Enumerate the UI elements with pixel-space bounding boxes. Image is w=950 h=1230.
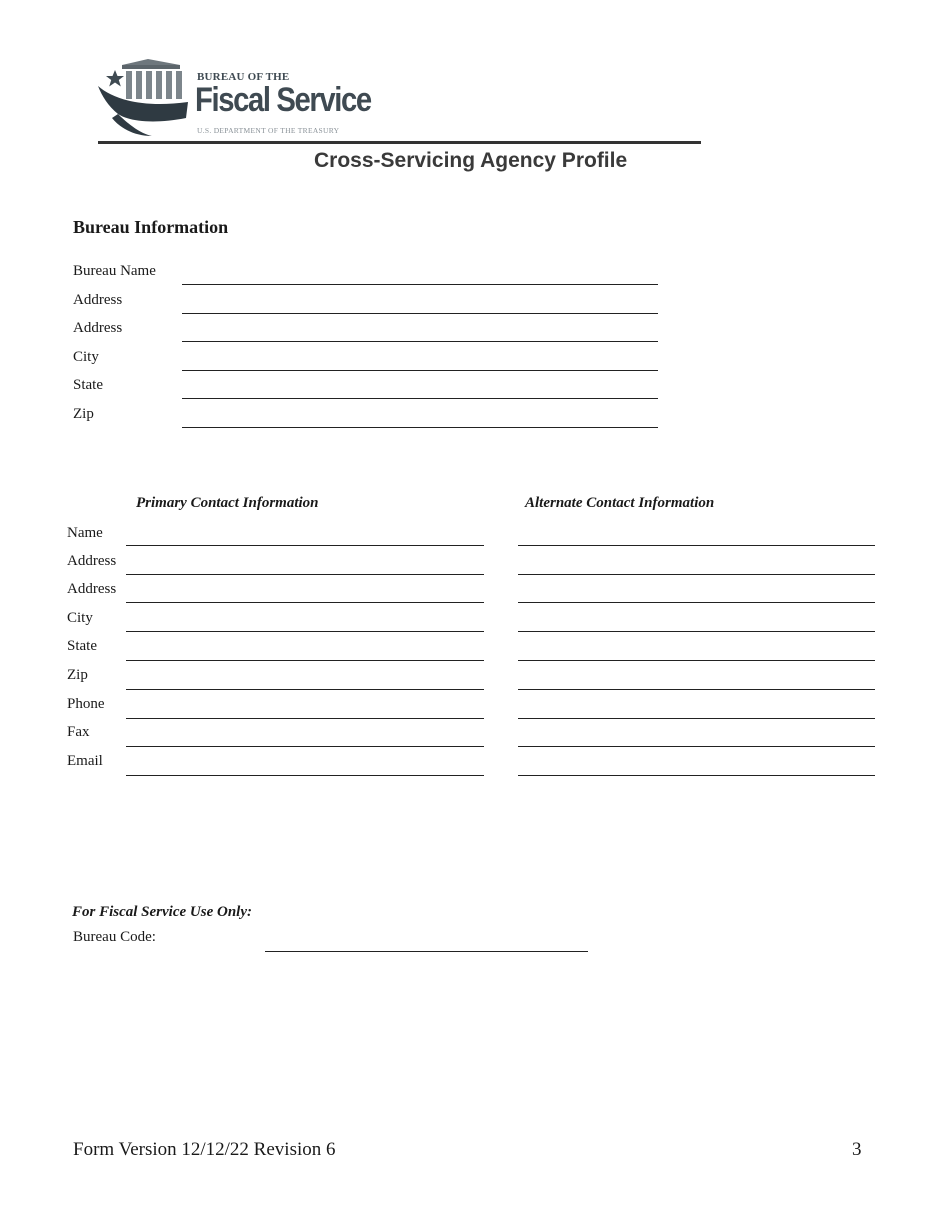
alternate-name-field[interactable] xyxy=(518,545,875,546)
primary-state-field[interactable] xyxy=(126,660,484,661)
page-number: 3 xyxy=(852,1139,862,1160)
bureau-city-label: City xyxy=(73,349,99,365)
contact-state-label: State xyxy=(67,638,97,654)
form-version: Form Version 12/12/22 Revision 6 xyxy=(73,1139,336,1160)
bureau-name-field[interactable] xyxy=(182,284,658,285)
alternate-zip-field[interactable] xyxy=(518,689,875,690)
bureau-information-heading: Bureau Information xyxy=(73,217,229,237)
alternate-address-2-field[interactable] xyxy=(518,602,875,603)
contact-address-1-label: Address xyxy=(67,553,117,569)
primary-zip-field[interactable] xyxy=(126,689,484,690)
contact-city-label: City xyxy=(67,610,93,626)
bureau-state-label: State xyxy=(73,377,103,393)
bureau-code-field[interactable] xyxy=(265,951,588,952)
primary-name-field[interactable] xyxy=(126,545,484,546)
alternate-email-field[interactable] xyxy=(518,775,875,776)
alternate-phone-field[interactable] xyxy=(518,718,875,719)
alternate-address-1-field[interactable] xyxy=(518,574,875,575)
bureau-name-label: Bureau Name xyxy=(73,263,156,279)
fiscal-service-logo xyxy=(96,56,371,138)
contact-email-label: Email xyxy=(67,753,103,769)
bureau-address-1-field[interactable] xyxy=(182,313,658,314)
alternate-fax-field[interactable] xyxy=(518,746,875,747)
fiscal-service-use-heading: For Fiscal Service Use Only: xyxy=(72,904,252,920)
bureau-city-field[interactable] xyxy=(182,370,658,371)
logo-department: U.S. DEPARTMENT OF THE TREASURY xyxy=(197,126,340,135)
bureau-zip-label: Zip xyxy=(73,406,94,422)
alternate-state-field[interactable] xyxy=(518,660,875,661)
logo-bureau-of-the: BUREAU OF THE xyxy=(197,71,290,83)
primary-phone-field[interactable] xyxy=(126,718,484,719)
logo-fiscal-service: Fiscal Service xyxy=(195,81,371,119)
primary-fax-field[interactable] xyxy=(126,746,484,747)
alternate-city-field[interactable] xyxy=(518,631,875,632)
bureau-code-label: Bureau Code: xyxy=(73,929,156,945)
primary-address-1-field[interactable] xyxy=(126,574,484,575)
bureau-state-field[interactable] xyxy=(182,398,658,399)
contact-fax-label: Fax xyxy=(67,724,90,740)
header-rule xyxy=(98,141,701,144)
bureau-address-2-label: Address xyxy=(73,320,123,336)
treasury-building-icon xyxy=(96,56,196,138)
alternate-contact-heading: Alternate Contact Information xyxy=(525,495,715,511)
primary-contact-heading: Primary Contact Information xyxy=(136,495,319,511)
bureau-address-2-field[interactable] xyxy=(182,341,658,342)
contact-name-label: Name xyxy=(67,525,103,541)
contact-phone-label: Phone xyxy=(67,696,105,712)
bureau-zip-field[interactable] xyxy=(182,427,658,428)
primary-city-field[interactable] xyxy=(126,631,484,632)
bureau-address-1-label: Address xyxy=(73,292,123,308)
contact-zip-label: Zip xyxy=(67,667,88,683)
form-title: Cross-Servicing Agency Profile xyxy=(314,149,628,172)
primary-address-2-field[interactable] xyxy=(126,602,484,603)
primary-email-field[interactable] xyxy=(126,775,484,776)
contact-address-2-label: Address xyxy=(67,581,117,597)
